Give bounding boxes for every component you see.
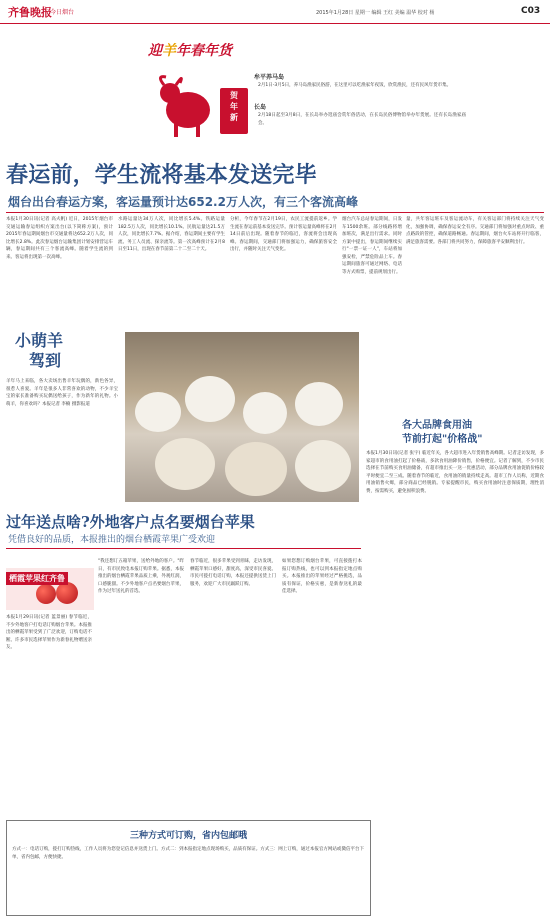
note-body-muping: 2月1日-3月5日，养马岛渔家民俗游，在这里可以吃渔家年夜饭，欣赏渔民，还有民风年货市集。 <box>258 83 452 88</box>
edition-name: 今日烟台 <box>50 9 75 16</box>
article-column: 本报1月30日讯(记者 高夫帆) 近日，2015年烟台市交通运输春运组织方案出台(以下简称方案)，预计2015年春运期间烟台市交通量将达652.2万人次，同比增长2.8%。此次春运烟台运输集团计划安排营运车辆，春运期间共有三个客流高峰。随着学生流的到来。客运将出现第一次高峰。 <box>6 217 113 260</box>
note-heading-muping: 牟平养马岛 <box>254 74 285 81</box>
article-column: 分析，今年春节在2月19日，农民工流提前返乡。学生流在春运前基本发送完毕。预计客运量高峰将在2月14日前后出现。随着春节的临近，客流将会出现高峰。春运期间，交通部门将加强运力，确保旅客安全出行，并随时关注天气变化。 <box>230 217 337 252</box>
article-column: 春节临近，很多苹果受到青睐，走访发现，栖霞苹果口感好，甜度高，深受市民喜爱。市民可拨打电话订购，本报还提供送货上门服务，欢迎广大市民踊跃订购。 <box>190 559 276 587</box>
article-column: "我还想订五箱苹果，送给外地的客户。"昨日，有市民致电本报订购苹果。据悉，本报推出的烟台栖霞苹果品质上乘，外观红润，口感脆甜。不少外地客户点名要烟台苹果，作为过年送礼的首选。 <box>98 559 184 594</box>
main-headline: 春运前，学生流将基本发送完毕 <box>6 162 317 188</box>
goat-illustration <box>150 55 220 145</box>
date-line: 2015年1月28日 星期一 编辑 王红 美编 温华 校对 杨 <box>316 10 435 16</box>
oil-article-body: 本报1月30日讯(记者 张宇) 临近年关，各大超市进入年货销售高峰期。记者走访发现，多家超市的食用油打起了价格战，多款食用油降价销售，价格便宜。记者了解到，不少市民选择在节前购买食用油储备，有超市推出买一送一优惠活动，部分品牌食用油促销价格较平时便宜二至三成。随着春节的临近，食用油的销量持续走高。超市工作人员称，近期食用油销售火爆，部分商品已经脱销。专家提醒市民，购买食用油时注意保质期，理性消费，按需购买，避免囤积浪费。 <box>366 451 544 494</box>
apple-tag: 栖霞苹果红齐鲁 <box>6 572 68 585</box>
main-subhead: 烟台出台春运方案，客运量预计达652.2万人次，有三个客流高峰 <box>8 195 358 209</box>
photo-caption: 羊年马上来临，各大卖场出售羊年玩偶的，新色各异，很惹人喜爱。羊年是很多人非常喜欢的动物，不少羊宝宝的家长准备购买玩偶送给孩子，作为新年的礼物。小萌羊，你喜欢吗？本报记者 李楠 摄影报道 <box>6 379 118 407</box>
apple-headline: 过年送点啥?外地客户点名要烟台苹果 <box>6 513 255 531</box>
subscribe-body: 方式一：电话订购，拨打订购热线，工作人员将为您登记信息并送货上门。方式二：到本报指定地点现场购买，品质有保证。方式三：网上订购，通过本报官方网站或微信平台下单，省内包邮，方便快捷。 <box>12 847 364 860</box>
photo-feature-title: 小萌羊 驾到 <box>15 331 64 370</box>
divider <box>6 212 544 213</box>
page-header <box>0 0 550 24</box>
apple-subhead: 凭借良好的品质，本报推出的烟台栖霞苹果广受欢迎 <box>8 535 216 545</box>
newspaper-brand: 齐鲁晚报 <box>8 6 52 19</box>
article-column: 本报1月29日讯(记者 蓝景丽) 春节临近，不少外地客户打电话订购烟台苹果。本报推出的栖霞苹果受到了广泛欢迎，订购电话不断。许多市民选择苹果作为新春礼物赠送亲友。 <box>6 615 92 650</box>
article-column: 水路运量达34万人次，同比增长5.4%。铁路运量182.5万人次，同比增长10.1%。民航运量达21.5万人次，同比增长7.7%。据介绍，春运期间主要有学生流、务工人员流、探亲流等。第一次高峰预计在2月8日至11日，出现在春节前第二十二至二十天。 <box>118 217 225 252</box>
subscribe-title: 三种方式可订购，省内包邮哦 <box>129 831 247 841</box>
article-column: 烟台汽车总站春运期间，日发车1500余班。部分线路将增加班次，满足出行需求。同时方案中提出，春运期间继续实行"一票一证一人"，车站将加强安检，严禁危险品上车。春运期间旅客可通过网络、电话等方式购票，提前规划出行。 <box>342 217 402 275</box>
plush-toys-photo <box>125 332 359 502</box>
oil-headline: 各大品牌食用油 节前打起"价格战" <box>402 420 483 445</box>
note-body-changdao: 2月18日起至3月8日，在长岛举办逛庙会赏年俗活动，在长岛民俗博物馆举办年货展。还有长岛渔家庙会。 <box>258 113 466 126</box>
article-column: 量，共年客运班车及客运流动车，有关客运部门将持续关注天气变化，加强协调，确保春运安全有序。交通部门将加强对重点时段、重点路段的管控，确保道路畅通。春运期间，烟台火车站将开行临客，满足旅客需要。各部门将共同努力，保障旅客平安顺利出行。 <box>406 217 544 245</box>
new-year-seal: 贺 年 新 <box>220 88 248 134</box>
article-column: 如果您想订购烟台苹果，可直接拨打本报订购热线，也可以到本报指定地点购买。本报推出的苹果经过严格挑选，品质有保证，价格实惠，是新春送礼的最佳选择。 <box>282 559 362 594</box>
page-number: C03 <box>521 6 541 16</box>
note-heading-changdao: 长岛 <box>254 104 267 111</box>
divider <box>6 548 361 549</box>
section-banner: 迎羊年春年货 <box>148 43 232 59</box>
